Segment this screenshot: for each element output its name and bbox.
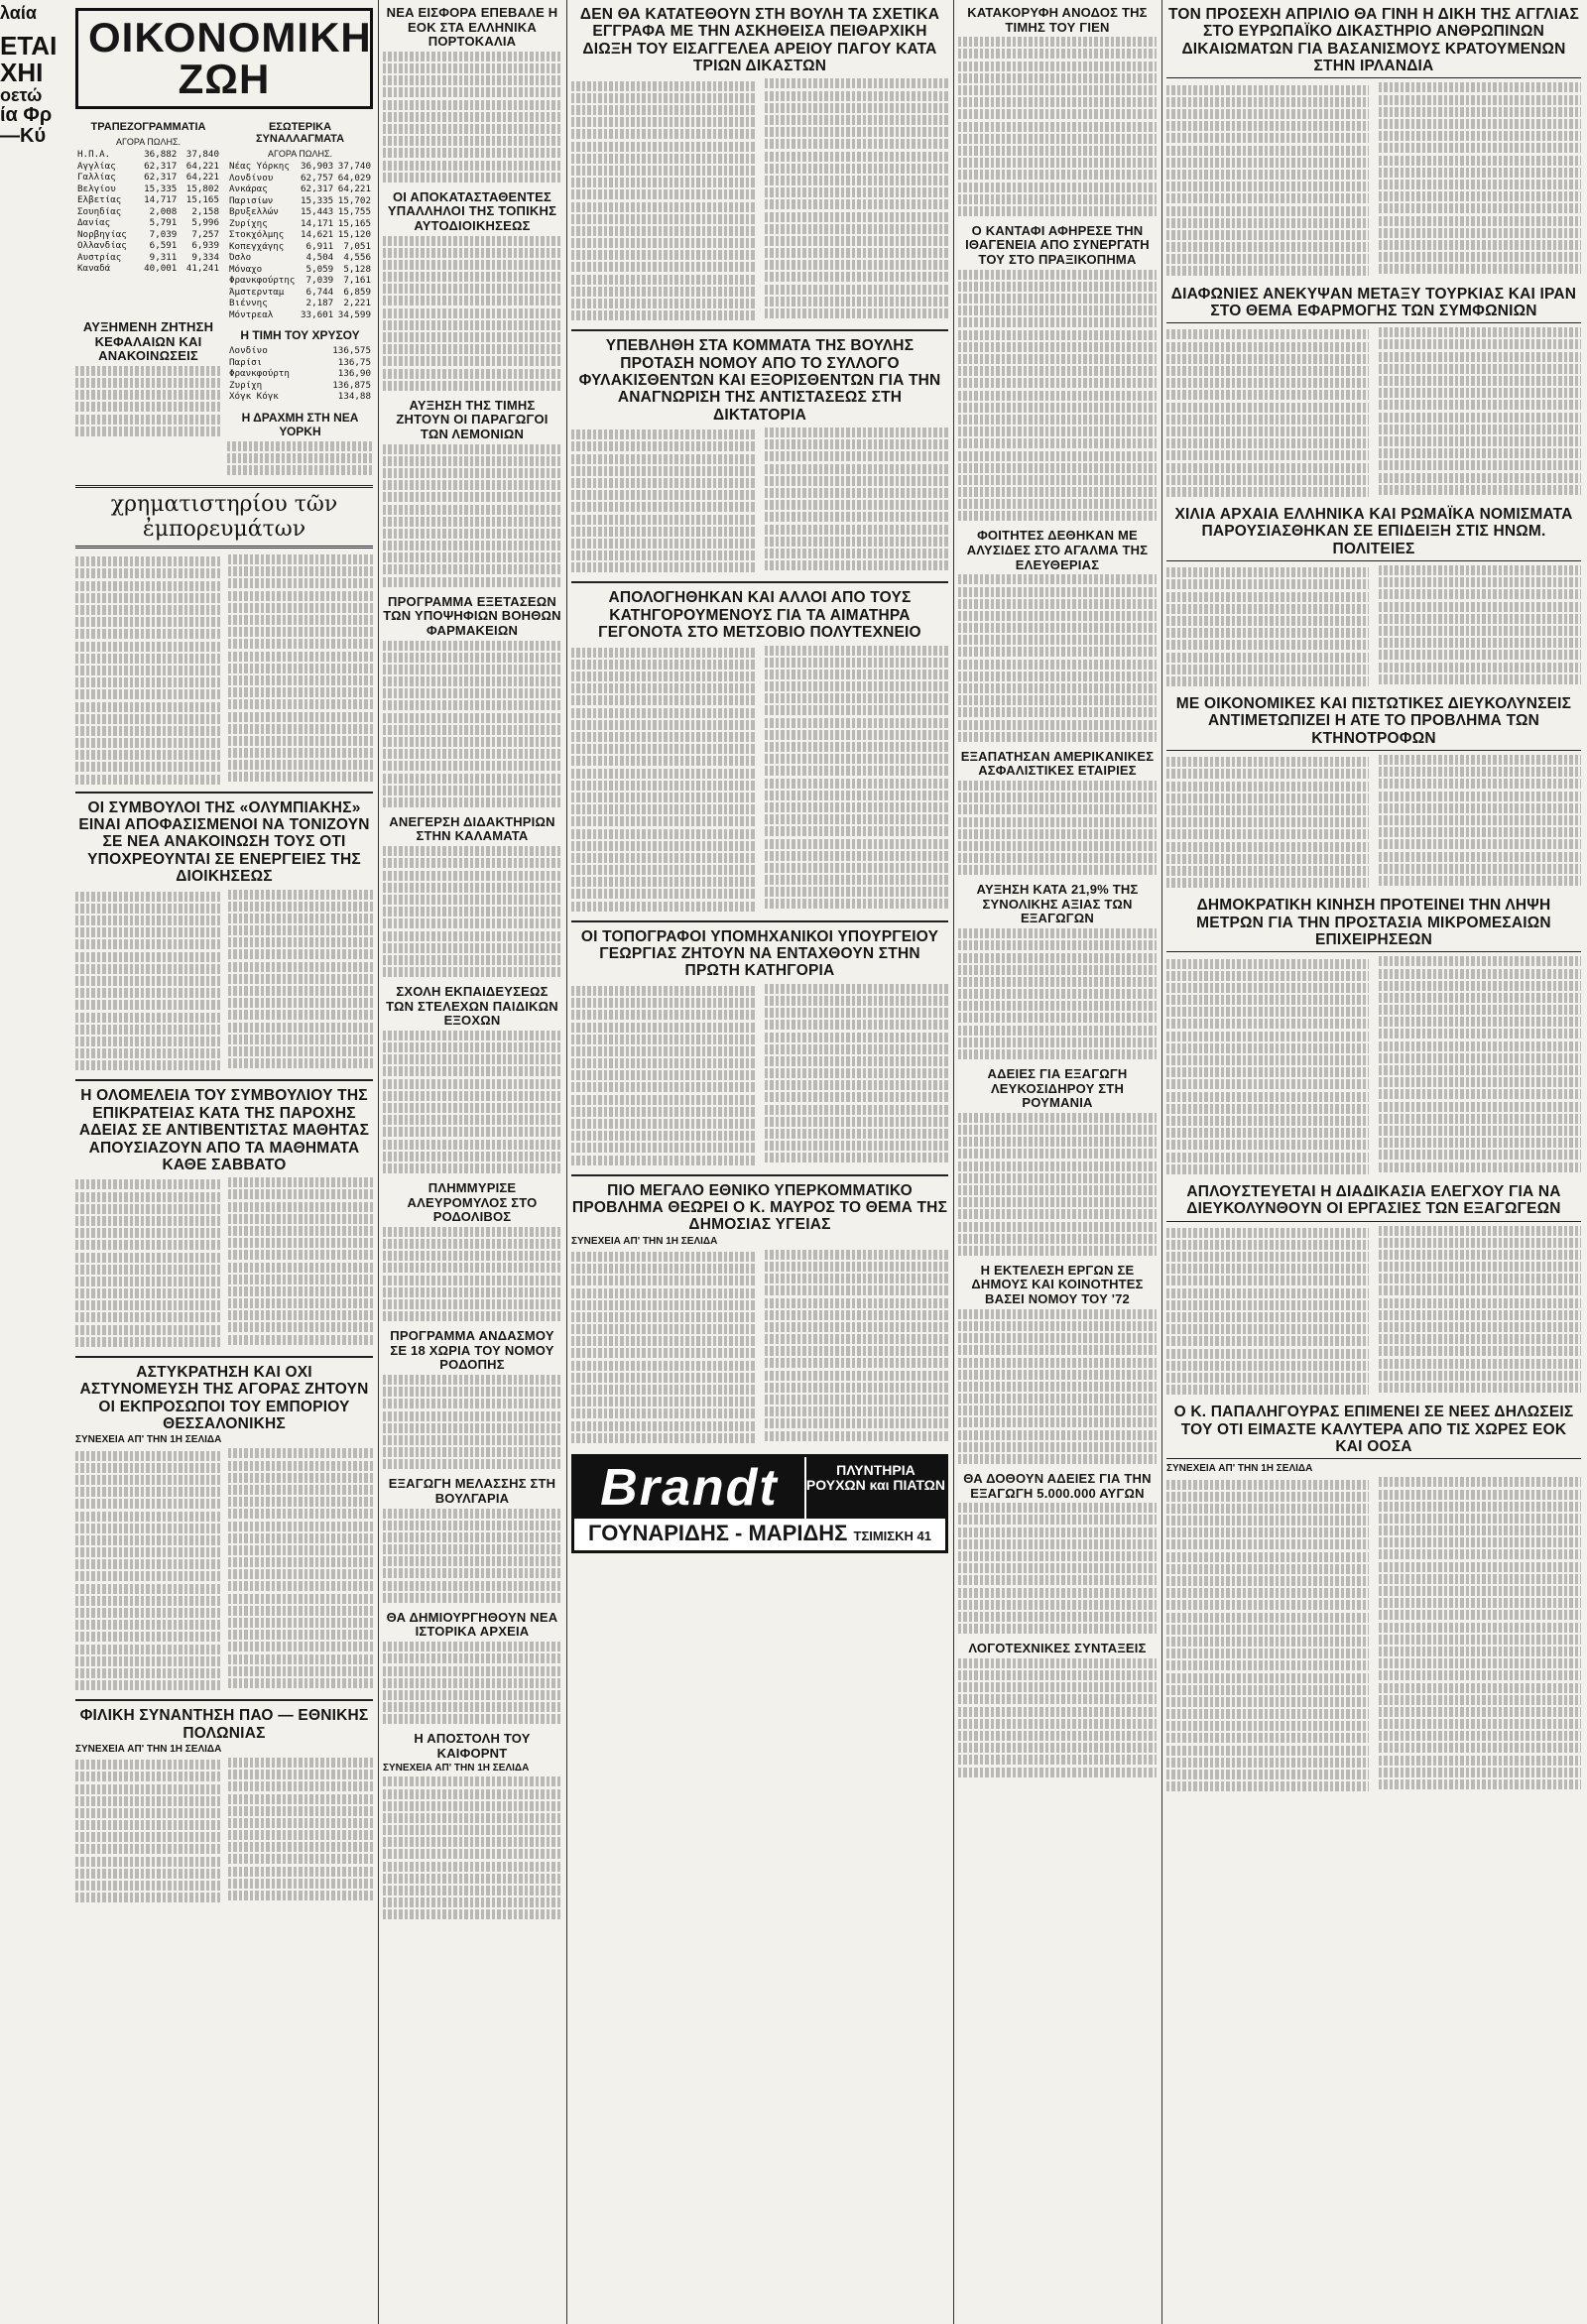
article-headline: ΛΟΓΟΤΕΧΝΙΚΕΣ ΣΥΝΤΑΞΕΙΣ xyxy=(968,1641,1147,1656)
article-body xyxy=(383,1509,561,1603)
col4-article xyxy=(958,6,1157,216)
gold-prices xyxy=(227,345,373,403)
col2-article xyxy=(383,1477,561,1603)
article-headline: ΠΡΟΓΡΑΜΜΑ ΕΞΕΤΑΣΕΩΝ ΤΩΝ ΥΠΟΨΗΦΙΩΝ ΒΟΗΘΩΝ ΦΑΡΜΑΚΕΙΩΝ xyxy=(383,593,561,638)
sell-rate: 2,221 xyxy=(343,298,371,308)
price: 134,88 xyxy=(337,391,371,402)
col3-article xyxy=(571,1182,948,1444)
currency-name: Λονδίνο xyxy=(229,345,268,356)
article-body xyxy=(958,37,1157,216)
article-headline: ΟΙ ΤΟΠΟΓΡΑΦΟΙ ΥΠΟΜΗΧΑΝΙΚΟΙ ΥΠΟΥΡΓΕΙΟΥ ΓΕΩΡΓΙΑΣ ΖΗΤΟΥΝ ΝΑ ΕΝΤΑΧΘΟΥΝ ΣΤΗΝ ΠΡΩΤΗ ΚΑΤΗΓΟΡΙΑ xyxy=(580,927,939,980)
currency-name: Καναδά xyxy=(77,263,111,274)
sell-rate: 15,120 xyxy=(337,229,371,240)
edge-fragment: ΧΗΙ xyxy=(0,58,44,88)
currency-name: Ολλανδίας xyxy=(77,240,127,251)
buy-rate: 2,187 xyxy=(305,298,334,308)
article-body xyxy=(958,1309,1157,1464)
buy-rate: 5,059 xyxy=(305,263,334,275)
banknote-rate-row xyxy=(75,252,221,264)
currency-name: Παρίσι xyxy=(229,356,263,368)
article-headline: ΘΑ ΔΟΘΟΥΝ ΑΔΕΙΕΣ ΓΙΑ ΤΗΝ ΕΞΑΓΩΓΗ 5.000.000 ΑΥΓΩΝ xyxy=(963,1471,1152,1501)
commodity-exchange-title: χρηματιστηρίου τῶν ἐμπορευμάτων xyxy=(75,485,373,549)
sell-rate: 7,161 xyxy=(343,275,371,286)
brandt-logo: Brandt xyxy=(574,1457,804,1519)
sell-rate: 37,740 xyxy=(337,161,371,172)
buy-rate: 62,317 xyxy=(144,172,178,183)
banknote-rate-row xyxy=(75,161,221,173)
exchange-rate-row xyxy=(227,218,373,230)
article-headline: ΔΙΑΦΩΝΙΕΣ ΑΝΕΚΥΨΑΝ ΜΕΤΑΞΥ ΤΟΥΡΚΙΑΣ ΚΑΙ ΙΡΑΝ ΣΤΟ ΘΕΜΑ ΕΦΑΡΜΟΓΗΣ ΤΩΝ ΣΥΜΦΩΝΙΩΝ xyxy=(1166,286,1581,324)
col2-article xyxy=(383,1181,561,1321)
col1-article xyxy=(75,1707,373,1903)
currency-name: Νέας Υόρκης xyxy=(229,161,290,172)
article-headline: ΥΠΕΒΛΗΘΗ ΣΤΑ ΚΟΜΜΑΤΑ ΤΗΣ ΒΟΥΛΗΣ ΠΡΟΤΑΣΗ ΝΟΜΟΥ ΑΠΟ ΤΟ ΣΥΛΛΟΓΟ ΦΥΛΑΚΙΣΘΕΝΤΩΝ ΚΑΙ ΕΞΟΡΙΣΘΕΝΤΩΝ ΓΙΑ ΤΗΝ ΑΝΑΓΝΩΡΙΣΗ ΤΗΣ ΑΝΤΙΣΤΑΣΕΩΣ ΣΤΗ ΔΙΚΤΑΤΟΡΙΑ xyxy=(578,337,941,424)
domestic-rates xyxy=(227,161,373,320)
continuation-kicker: ΣΥΝΕΧΕΙΑ ΑΠ' ΤΗΝ 1Η ΣΕΛΙΔΑ xyxy=(1166,1463,1313,1475)
sell-rate: 64,221 xyxy=(185,172,219,183)
exchange-rate-row xyxy=(227,287,373,299)
article-headline: ΑΥΞΗΜΕΝΗ ΖΗΤΗΣΗ ΚΕΦΑΛΑΙΩΝ ΚΑΙ ΑΝΑΚΟΙΝΩΣΕΙΣ xyxy=(82,319,214,364)
currency-name: Φρανκφούρτη xyxy=(229,368,290,379)
gold-price-row xyxy=(227,368,373,380)
price: 136,90 xyxy=(337,368,371,379)
exchange-rate-row xyxy=(227,173,373,184)
buy-rate: 7,039 xyxy=(149,228,178,240)
currency-tables xyxy=(75,117,373,320)
article-headline: ΧΙΛΙΑ ΑΡΧΑΙΑ ΕΛΛΗΝΙΚΑ ΚΑΙ ΡΩΜΑΪΚΑ ΝΟΜΙΣΜΑΤΑ ΠΑΡΟΥΣΙΑΣΘΗΚΑΝ ΣΕ ΕΠΙΔΕΙΞΗ ΣΤΙΣ ΗΝΩΜ. ΠΟΛΙΤΕΙΕΣ xyxy=(1166,506,1581,561)
col1-article xyxy=(75,1087,373,1348)
article-body xyxy=(1166,82,1581,277)
article-headline: Η ΟΛΟΜΕΛΕΙΑ ΤΟΥ ΣΥΜΒΟΥΛΙΟΥ ΤΗΣ ΕΠΙΚΡΑΤΕΙΑΣ ΚΑΤΑ ΤΗΣ ΠΑΡΟΧΗΣ ΑΔΕΙΑΣ ΣΕ ΑΝΤΙΒΕΝΤΙΣΤΑΣ ΜΑΘΗΤΑΣ ΑΠΟΥΣΙΑΖΟΥΝ ΑΠΟ ΤΑ ΜΑΘΗΜΑΤΑ ΚΑΘΕ ΣΑΒΒΑΤΟ xyxy=(78,1087,370,1173)
banknote-rate-row xyxy=(75,172,221,183)
article-headline: Η ΑΠΟΣΤΟΛΗ ΤΟΥ ΚΑΙΦΟΡΝΤ xyxy=(414,1731,531,1761)
currency-name: Αγγλίας xyxy=(77,160,116,172)
edge-fragment: ΕΤΑΙ xyxy=(0,30,58,61)
currency-name: Ζυρίχη xyxy=(229,379,263,391)
sell-rate: 15,702 xyxy=(337,194,371,206)
sell-rate: 15,802 xyxy=(185,183,219,194)
continuation-kicker: ΣΥΝΕΧΕΙΑ ΑΠ' ΤΗΝ 1Η ΣΕΛΙΔΑ xyxy=(571,1235,718,1247)
column-4 xyxy=(958,0,1157,2324)
banknote-rate-row xyxy=(75,217,221,229)
exchange-rate-row xyxy=(227,161,373,173)
article-headline: ΑΣΤΥΚΡΑΤΗΣΗ ΚΑΙ ΟΧΙ ΑΣΤΥΝΟΜΕΥΣΗ ΤΗΣ ΑΓΟΡΑΣ ΖΗΤΟΥΝ ΟΙ ΕΚΠΡΟΣΩΠΟΙ ΤΟΥ ΕΜΠΟΡΙΟΥ ΘΕΣΣΑΛΟΝΙΚΗΣ xyxy=(79,1363,369,1433)
article-body xyxy=(1166,755,1581,889)
banknote-rate-row xyxy=(75,229,221,241)
article-body xyxy=(75,1448,373,1691)
article-body xyxy=(75,366,221,436)
currency-name: Ανκάρας xyxy=(229,183,268,194)
col2-article xyxy=(383,815,561,977)
col4-article xyxy=(958,750,1157,876)
article-body xyxy=(75,1177,373,1348)
col3-article xyxy=(571,6,948,321)
currency-name: Μόναχο xyxy=(229,263,263,275)
drachma-ny-heading: Η ΔΡΑΧΜΗ ΣΤΗ ΝΕΑ ΥΟΡΚΗ xyxy=(241,410,359,438)
buy-rate: 40,001 xyxy=(144,263,178,274)
article-headline: ΤΟΝ ΠΡΟΣΕΧΗ ΑΠΡΙΛΙΟ ΘΑ ΓΙΝΗ Η ΔΙΚΗ ΤΗΣ ΑΓΓΛΙΑΣ ΣΤΟ ΕΥΡΩΠΑΪΚΟ ΔΙΚΑΣΤΗΡΙΟ ΑΝΘΡΩΠΙΝΩΝ ΔΙΚΑΙΩΜΑΤΩΝ ΓΙΑ ΒΑΣΑΝΙΣΜΟΥΣ ΚΡΑΤΟΥΜΕΝΩΝ ΣΤΗΝ ΙΡΛΑΝΔΙΑ xyxy=(1166,6,1581,78)
col4-article xyxy=(958,1472,1157,1634)
article-body xyxy=(383,1642,561,1724)
currency-name: Η.Π.Α. xyxy=(77,149,111,160)
article-body xyxy=(958,574,1157,741)
advert-product: ΠΛΥΝΤΗΡΙΑ ΡΟΥΧΩΝ και ΠΙΑΤΩΝ xyxy=(804,1457,945,1519)
article-body xyxy=(1166,565,1581,687)
currency-name: Λονδίνου xyxy=(229,172,274,183)
price: 136,575 xyxy=(332,345,371,356)
buy-rate: 36,882 xyxy=(144,149,178,160)
article-body xyxy=(958,1113,1157,1256)
domestic-rates-subheading: ΑΓΟΡΑ ΠΩΛΗΣ. xyxy=(267,149,333,159)
sell-rate: 6,859 xyxy=(343,286,371,298)
section-masthead: ΟΙΚΟΝΟΜΙΚΗ ΖΩΗ xyxy=(75,8,373,109)
banknotes-subheading: ΑΓΟΡΑ ΠΩΛΗΣ. xyxy=(115,137,182,147)
article-body xyxy=(571,646,948,913)
currency-name: Παρισίων xyxy=(229,194,274,206)
currency-name: Αυστρίας xyxy=(77,251,122,263)
col1-article xyxy=(75,1364,373,1691)
sell-rate: 4,556 xyxy=(343,252,371,263)
sell-rate: 34,599 xyxy=(337,308,371,320)
column-3 xyxy=(571,0,948,2324)
edge-fragment: —Κύ xyxy=(0,125,47,148)
article-body xyxy=(1166,1226,1581,1397)
exchange-rate-row xyxy=(227,264,373,276)
col3-article xyxy=(571,337,948,573)
col5-article xyxy=(1166,506,1581,687)
brandt-advertisement xyxy=(571,1454,948,1553)
currency-name: Βιέννης xyxy=(229,298,268,308)
exchange-rate-row xyxy=(227,252,373,264)
continuation-kicker: ΣΥΝΕΧΕΙΑ ΑΠ' ΤΗΝ 1Η ΣΕΛΙΔΑ xyxy=(75,1743,222,1755)
exchange-rate-row xyxy=(227,183,373,195)
commodity-exchange-body xyxy=(75,554,373,786)
currency-name: Γαλλίας xyxy=(77,172,116,183)
advert-address: ΤΣΙΜΙΣΚΗ 41 xyxy=(853,1528,931,1543)
buy-rate: 6,911 xyxy=(305,240,334,252)
col4-article xyxy=(958,883,1157,1059)
gold-section xyxy=(75,320,373,477)
buy-rate: 7,039 xyxy=(305,275,334,286)
article-body xyxy=(383,444,561,587)
article-body xyxy=(383,1375,561,1469)
article-body xyxy=(75,1758,373,1903)
col2-article xyxy=(383,6,561,183)
buy-rate: 15,443 xyxy=(301,206,334,217)
sell-rate: 15,755 xyxy=(337,206,371,217)
article-body xyxy=(1166,1477,1581,1792)
col2-article xyxy=(383,1611,561,1724)
sell-rate: 6,939 xyxy=(191,240,219,251)
buy-rate: 6,591 xyxy=(149,240,178,251)
banknote-rate-row xyxy=(75,194,221,206)
col4-article xyxy=(958,529,1157,741)
col1-article xyxy=(75,320,221,477)
buy-rate: 2,008 xyxy=(149,205,178,217)
col2-article xyxy=(383,399,561,587)
buy-rate: 5,791 xyxy=(149,217,178,228)
col2-article xyxy=(383,1329,561,1469)
buy-rate: 14,717 xyxy=(144,194,178,205)
advert-firm-name: ΓΟΥΝΑΡΙΔΗΣ - ΜΑΡΙΔΗΣ xyxy=(588,1520,848,1545)
article-headline: ΔΗΜΟΚΡΑΤΙΚΗ ΚΙΝΗΣΗ ΠΡΟΤΕΙΝΕΙ ΤΗΝ ΛΗΨΗ ΜΕΤΡΩΝ ΓΙΑ ΤΗΝ ΠΡΟΣΤΑΣΙΑ ΜΙΚΡΟΜΕΣΑΙΩΝ ΕΠΙΧΕΙΡΗΣΕΩΝ xyxy=(1166,897,1581,952)
article-body xyxy=(958,781,1157,875)
article-body xyxy=(383,1227,561,1321)
currency-name: Βρυξελλών xyxy=(229,206,279,217)
continuation-kicker: ΣΥΝΕΧΕΙΑ ΑΠ' ΤΗΝ 1Η ΣΕΛΙΔΑ xyxy=(75,1434,222,1446)
article-headline: ΠΛΗΜΜΥΡΙΣΕ ΑΛΕΥΡΟΜΥΛΟΣ ΣΤΟ ΡΟΔΟΛΙΒΟΣ xyxy=(407,1179,538,1225)
exchange-rate-row xyxy=(227,298,373,309)
col2-article xyxy=(383,190,561,391)
buy-rate: 15,335 xyxy=(144,183,178,194)
col5-article xyxy=(1166,1183,1581,1396)
gold-price-row xyxy=(227,391,373,403)
exchange-rate-row xyxy=(227,275,373,287)
article-body xyxy=(383,236,561,391)
article-headline: ΑΥΞΗΣΗ ΚΑΤΑ 21,9% ΤΗΣ ΣΥΝΟΛΙΚΗΣ ΑΞΙΑΣ ΤΩΝ ΕΞΑΓΩΓΩΝ xyxy=(976,882,1139,926)
article-headline: ΕΞΑΓΩΓΗ ΜΕΛΑΣΣΗΣ ΣΤΗ ΒΟΥΛΓΑΡΙΑ xyxy=(388,1476,556,1506)
article-headline: ΕΞΑΠΑΤΗΣΑΝ ΑΜΕΡΙΚΑΝΙΚΕΣ ΑΣΦΑΛΙΣΤΙΚΕΣ ΕΤΑΙΡΙΕΣ xyxy=(960,748,1155,779)
currency-name: Όσλο xyxy=(229,252,252,263)
buy-rate: 62,317 xyxy=(301,183,334,194)
article-body xyxy=(75,890,373,1072)
currency-name: Χόγκ Κόγκ xyxy=(229,391,279,402)
col2-article xyxy=(383,595,561,807)
article-headline: ΑΝΕΓΕΡΣΗ ΔΙΔΑΚΤΗΡΙΩΝ ΣΤΗΝ ΚΑΛΑΜΑΤΑ xyxy=(389,813,555,844)
exchange-rate-row xyxy=(227,309,373,321)
sell-rate: 15,165 xyxy=(185,194,219,205)
buy-rate: 33,601 xyxy=(301,308,334,320)
col3-article xyxy=(571,589,948,912)
domestic-rates-heading: ΕΣΩΤΕΡΙΚΑ ΣΥΝΑΛΛΑΓΜΑΤΑ xyxy=(255,121,345,145)
article-body xyxy=(383,846,561,977)
article-headline: ΝΕΑ ΕΙΣΦΟΡΑ ΕΠΕΒΑΛΕ Η ΕΟΚ ΣΤΑ ΕΛΛΗΝΙΚΑ ΠΟΡΤΟΚΑΛΙΑ xyxy=(386,5,558,50)
article-headline: ΑΠΛΟΥΣΤΕΥΕΤΑΙ Η ΔΙΑΔΙΚΑΣΙΑ ΕΛΕΓΧΟΥ ΓΙΑ ΝΑ ΔΙΕΥΚΟΛΥΝΘΟΥΝ ΟΙ ΕΡΓΑΣΙΕΣ ΤΩΝ ΕΞΑΓΩΓΕΩΝ xyxy=(1166,1183,1581,1222)
currency-name: Ζυρίχης xyxy=(229,217,268,229)
sell-rate: 7,051 xyxy=(343,240,371,252)
article-headline: Ο Κ. ΠΑΠΑΛΗΓΟΥΡΑΣ ΕΠΙΜΕΝΕΙ ΣΕ ΝΕΕΣ ΔΗΛΩΣΕΙΣ ΤΟΥ ΟΤΙ ΕΙΜΑΣΤΕ ΚΑΛΥΤΕΡΑ ΑΠΟ ΤΙΣ ΧΩΡΕΣ ΕΟΚ ΚΑΙ ΟΟΣΑ xyxy=(1166,1404,1581,1459)
exchange-rate-row xyxy=(227,195,373,207)
currency-name: Στοκχόλμης xyxy=(229,229,285,240)
buy-rate: 36,903 xyxy=(301,161,334,172)
col5-article xyxy=(1166,1404,1581,1792)
buy-rate: 4,504 xyxy=(305,252,334,263)
article-headline: ΔΕΝ ΘΑ ΚΑΤΑΤΕΘΟΥΝ ΣΤΗ ΒΟΥΛΗ ΤΑ ΣΧΕΤΙΚΑ ΕΓΓΡΑΦΑ ΜΕ ΤΗΝ ΑΣΚΗΘΕΙΣΑ ΠΕΙΘΑΡΧΙΚΗ ΔΙΩΞΗ ΤΟΥ ΕΙΣΑΓΓΕΛΕΑ ΑΡΕΙΟΥ ΠΑΓΟΥ ΚΑΤΑ ΤΡΙΩΝ ΔΙΚΑΣΤΩΝ xyxy=(579,6,940,75)
banknotes-table xyxy=(75,117,221,320)
currency-name: Φρανκφούρτης xyxy=(229,275,296,286)
price: 136,875 xyxy=(332,379,371,391)
article-headline: ΑΠΟΛΟΓΗΘΗΚΑΝ ΚΑΙ ΑΛΛΟΙ ΑΠΟ ΤΟΥΣ ΚΑΤΗΓΟΡΟΥΜΕΝΟΥΣ ΓΙΑ ΤΑ ΑΙΜΑΤΗΡΑ ΓΕΓΟΝΟΤΑ ΣΤΟ ΜΕΤΣΟΒΙΟ ΠΟΛΥΤΕΧΝΕΙΟ xyxy=(598,589,921,642)
sell-rate: 64,221 xyxy=(337,183,371,194)
drachma-ny-body xyxy=(227,441,373,475)
exchange-rate-row xyxy=(227,206,373,218)
continuation-kicker: ΣΥΝΕΧΕΙΑ ΑΠ' ΤΗΝ 1Η ΣΕΛΙΔΑ xyxy=(383,1763,530,1774)
buy-rate: 62,757 xyxy=(301,172,334,183)
currency-name: Βελγίου xyxy=(77,183,116,194)
sell-rate: 5,996 xyxy=(191,217,219,228)
sell-rate: 5,128 xyxy=(343,263,371,275)
banknote-rate-row xyxy=(75,263,221,275)
article-body xyxy=(571,428,948,573)
buy-rate: 14,171 xyxy=(301,217,334,229)
domestic-rates-table xyxy=(227,117,373,320)
col4-article xyxy=(958,1264,1157,1464)
article-body xyxy=(383,1776,561,1919)
article-headline: ΟΙ ΣΥΜΒΟΥΛΟΙ ΤΗΣ «ΟΛΥΜΠΙΑΚΗΣ» ΕΙΝΑΙ ΑΠΟΦΑΣΙΣΜΕΝΟΙ ΝΑ ΤΟΝΙΖΟΥΝ ΣΕ ΝΕΑ ΑΝΑΚΟΙΝΩΣΗ ΤΟΥΣ ΟΤΙ ΥΠΟΧΡΕΟΥΝΤΑΙ ΣΕ ΕΝΕΡΓΕΙΕΣ ΤΗΣ ΔΙΟΙΚΗΣΕΩΣ xyxy=(78,798,370,886)
col5-article xyxy=(1166,695,1581,889)
article-headline: Ο ΚΑΝΤΑΦΙ ΑΦΗΡΕΣΕ ΤΗΝ ΙΘΑΓΕΝΕΙΑ ΑΠΟ ΣΥΝΕΡΓΑΤΗ ΤΟΥ ΣΤΟ ΠΡΑΞΙΚΟΠΗΜΑ xyxy=(965,222,1150,267)
advert-firm xyxy=(574,1517,945,1550)
col2-article xyxy=(383,985,561,1173)
article-body xyxy=(958,1503,1157,1634)
article-headline: ΠΙΟ ΜΕΓΑΛΟ ΕΘΝΙΚΟ ΥΠΕΡΚΟΜΜΑΤΙΚΟ ΠΡΟΒΛΗΜΑ ΘΕΩΡΕΙ Ο Κ. ΜΑΥΡΟΣ ΤΟ ΘΕΜΑ ΤΗΣ ΔΗΜΟΣΙΑΣ ΥΓΕΙΑΣ xyxy=(571,1181,948,1234)
article-body xyxy=(571,1250,948,1444)
sell-rate: 9,334 xyxy=(191,251,219,263)
sell-rate: 41,241 xyxy=(185,263,219,274)
currency-name: Άμστερνταμ xyxy=(229,286,285,298)
edge-fragment: λαία xyxy=(0,3,37,23)
article-body xyxy=(571,78,948,321)
exchange-rate-row xyxy=(227,229,373,241)
article-headline: ΚΑΤΑΚΟΡΥΦΗ ΑΝΟΔΟΣ ΤΗΣ ΤΙΜΗΣ ΤΟΥ ΓΙΕΝ xyxy=(967,5,1148,35)
currency-name: Σουηδίας xyxy=(77,205,122,217)
buy-rate: 15,335 xyxy=(301,194,334,206)
edge-fragment: ία Φρ xyxy=(0,104,53,127)
article-body xyxy=(571,984,948,1166)
gold-price-row xyxy=(227,345,373,357)
sell-rate: 64,029 xyxy=(337,172,371,183)
currency-name: Μόντρεαλ xyxy=(229,308,274,320)
col5-article xyxy=(1166,6,1581,278)
gold-price-row xyxy=(227,357,373,369)
buy-rate: 62,317 xyxy=(144,160,178,172)
article-body xyxy=(383,641,561,807)
article-body xyxy=(958,1658,1157,1777)
banknote-rate-row xyxy=(75,183,221,195)
article-headline: ΑΥΞΗΣΗ ΤΗΣ ΤΙΜΗΣ ΖΗΤΟΥΝ ΟΙ ΠΑΡΑΓΩΓΟΙ ΤΩΝ ΛΕΜΟΝΙΩΝ xyxy=(396,397,549,441)
article-headline: ΘΑ ΔΗΜΙΟΥΡΓΗΘΟΥΝ ΝΕΑ ΙΣΤΟΡΙΚΑ ΑΡΧΕΙΑ xyxy=(386,1609,558,1640)
article-body xyxy=(383,52,561,183)
currency-name: Κοπεγχάγης xyxy=(229,240,285,252)
col5-article xyxy=(1166,897,1581,1175)
previous-page-edge xyxy=(0,0,69,2324)
buy-rate: 6,744 xyxy=(305,286,334,298)
article-headline: ΜΕ ΟΙΚΟΝΟΜΙΚΕΣ ΚΑΙ ΠΙΣΤΩΤΙΚΕΣ ΔΙΕΥΚΟΛΥΝΣΕΙΣ ΑΝΤΙΜΕΤΩΠΙΖΕΙ Η ΑΤΕ ΤΟ ΠΡΟΒΛΗΜΑ ΤΩΝ ΚΤΗΝΟΤΡΟΦΩΝ xyxy=(1166,695,1581,751)
sell-rate: 64,221 xyxy=(185,160,219,172)
buy-rate: 14,621 xyxy=(301,229,334,240)
sell-rate: 15,165 xyxy=(337,217,371,229)
gold-price-heading: Η ΤΙΜΗ ΤΟΥ ΧΡΥΣΟΥ xyxy=(240,328,360,342)
col4-article xyxy=(958,1067,1157,1256)
col4-article xyxy=(958,224,1157,522)
gold-price-row xyxy=(227,380,373,392)
buy-rate: 9,311 xyxy=(149,251,178,263)
column-1 xyxy=(75,0,373,2324)
article-headline: ΦΟΙΤΗΤΕΣ ΔΕΘΗΚΑΝ ΜΕ ΑΛΥΣΙΔΕΣ ΣΤΟ ΑΓΑΛΜΑ ΤΗΣ ΕΛΕΥΘΕΡΙΑΣ xyxy=(966,528,1149,572)
price: 136,75 xyxy=(337,356,371,368)
article-headline: ΣΧΟΛΗ ΕΚΠΑΙΔΕΥΣΕΩΣ ΤΩΝ ΣΤΕΛΕΧΩΝ ΠΑΙΔΙΚΩΝ ΕΞΟΧΩΝ xyxy=(386,984,558,1029)
banknotes-rates xyxy=(75,149,221,275)
col3-article xyxy=(571,928,948,1166)
banknote-rate-row xyxy=(75,206,221,218)
article-body xyxy=(1166,327,1581,498)
column-5 xyxy=(1166,0,1581,2324)
banknotes-heading: ΤΡΑΠΕΖΟΓΡΑΜΜΑΤΙΑ xyxy=(90,121,206,133)
sell-rate: 7,257 xyxy=(191,228,219,240)
article-headline: ΑΔΕΙΕΣ ΓΙΑ ΕΞΑΓΩΓΗ ΛΕΥΚΟΣΙΔΗΡΟΥ ΣΤΗ ΡΟΥΜΑΝΙΑ xyxy=(987,1066,1128,1111)
edge-fragment: οετώ xyxy=(0,85,43,106)
article-body xyxy=(958,270,1157,522)
sell-rate: 2,158 xyxy=(191,205,219,217)
article-body xyxy=(1166,956,1581,1174)
col1-article xyxy=(75,799,373,1072)
col4-article xyxy=(958,1642,1157,1776)
column-2 xyxy=(383,0,561,2324)
col5-article xyxy=(1166,286,1581,498)
currency-name: Ελβετίας xyxy=(77,194,122,205)
article-headline: ΟΙ ΑΠΟΚΑΤΑΣΤΑΘΕΝΤΕΣ ΥΠΑΛΛΗΛΟΙ ΤΗΣ ΤΟΠΙΚΗΣ ΑΥΤΟΔΙΟΙΚΗΣΕΩΣ xyxy=(387,188,557,233)
col2-article xyxy=(383,1732,561,1919)
article-body xyxy=(383,1031,561,1173)
exchange-rate-row xyxy=(227,241,373,253)
sell-rate: 37,840 xyxy=(185,149,219,160)
banknote-rate-row xyxy=(75,149,221,161)
article-body xyxy=(958,928,1157,1059)
article-headline: ΦΙΛΙΚΗ ΣΥΝΑΝΤΗΣΗ ΠΑΟ — ΕΘΝΙΚΗΣ ΠΟΛΩΝΙΑΣ xyxy=(79,1707,369,1742)
currency-name: Δανίας xyxy=(77,217,111,228)
banknote-rate-row xyxy=(75,240,221,252)
currency-name: Νορβηγίας xyxy=(77,228,127,240)
article-headline: Η ΕΚΤΕΛΕΣΗ ΕΡΓΩΝ ΣΕ ΔΗΜΟΥΣ ΚΑΙ ΚΟΙΝΟΤΗΤΕΣ ΒΑΣΕΙ ΝΟΜΟΥ ΤΟΥ '72 xyxy=(971,1262,1144,1307)
article-headline: ΠΡΟΓΡΑΜΜΑ ΑΝΔΑΣΜΟΥ ΣΕ 18 ΧΩΡΙΑ ΤΟΥ ΝΟΜΟΥ ΡΟΔΟΠΗΣ xyxy=(390,1328,554,1373)
